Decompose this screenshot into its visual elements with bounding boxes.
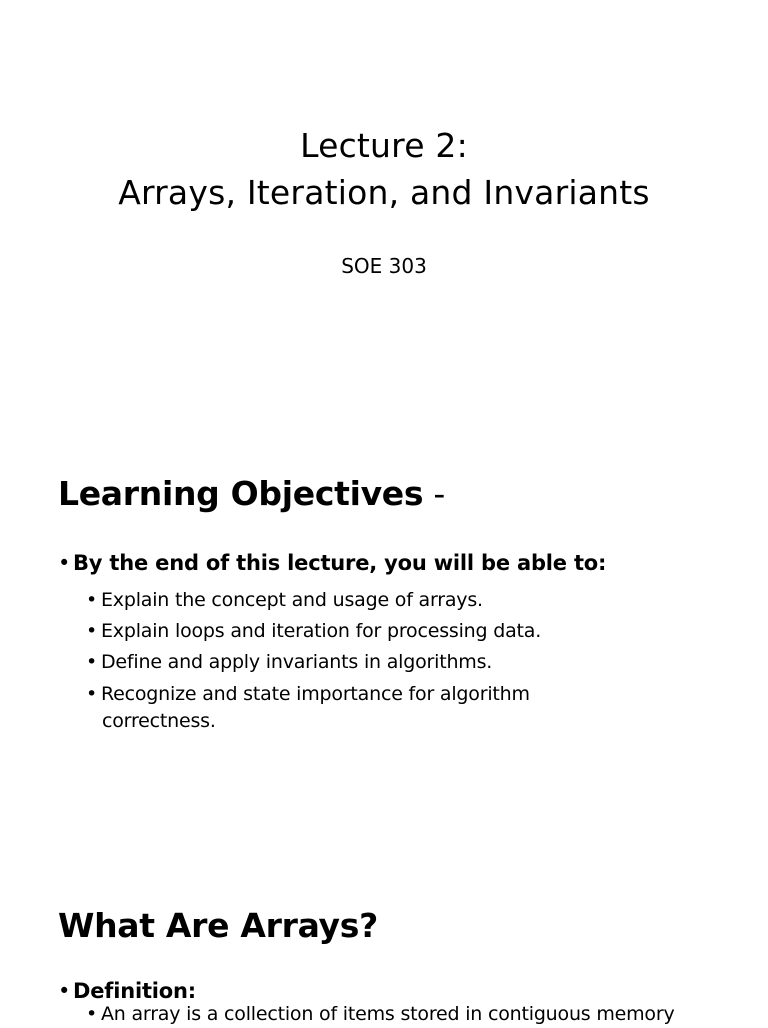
objectives-heading-suffix: - xyxy=(423,474,446,513)
definition-label xyxy=(58,979,196,1003)
objective-item xyxy=(86,618,541,645)
bullet-glyph: • xyxy=(86,1003,98,1025)
arrays-heading: What Are Arrays? xyxy=(58,906,378,945)
bullet-glyph: • xyxy=(86,589,98,611)
definition-label-text: Definition: xyxy=(73,979,196,1003)
objective-item xyxy=(86,587,483,614)
objective-item-continuation: correctness. xyxy=(102,710,216,732)
objectives-intro xyxy=(58,551,606,575)
bullet-glyph: • xyxy=(86,683,98,705)
objective-item xyxy=(86,649,492,676)
bullet-glyph: • xyxy=(86,651,98,673)
objectives-heading xyxy=(58,474,445,513)
course-code: SOE 303 xyxy=(341,254,427,278)
objectives-heading-text: Learning Objectives xyxy=(58,474,424,513)
lecture-number: Lecture 2: xyxy=(300,126,468,165)
objectives-intro-text: By the end of this lecture, you will be able to: xyxy=(73,551,607,575)
objective-item-text: Define and apply invariants in algorithms. xyxy=(101,651,493,673)
lecture-title: Arrays, Iteration, and Invariants xyxy=(118,173,650,212)
objective-item-text: Recognize and state importance for algorithm xyxy=(101,683,530,705)
objective-item-text: Explain loops and iteration for processing data. xyxy=(101,620,542,642)
definition-text-body: An array is a collection of items stored in contiguous memory xyxy=(101,1003,675,1025)
objective-item-text: Explain the concept and usage of arrays. xyxy=(101,589,483,611)
bullet-glyph: • xyxy=(86,620,98,642)
objective-item xyxy=(86,681,530,734)
bullet-glyph: • xyxy=(58,551,71,575)
bullet-glyph: • xyxy=(58,979,71,1003)
